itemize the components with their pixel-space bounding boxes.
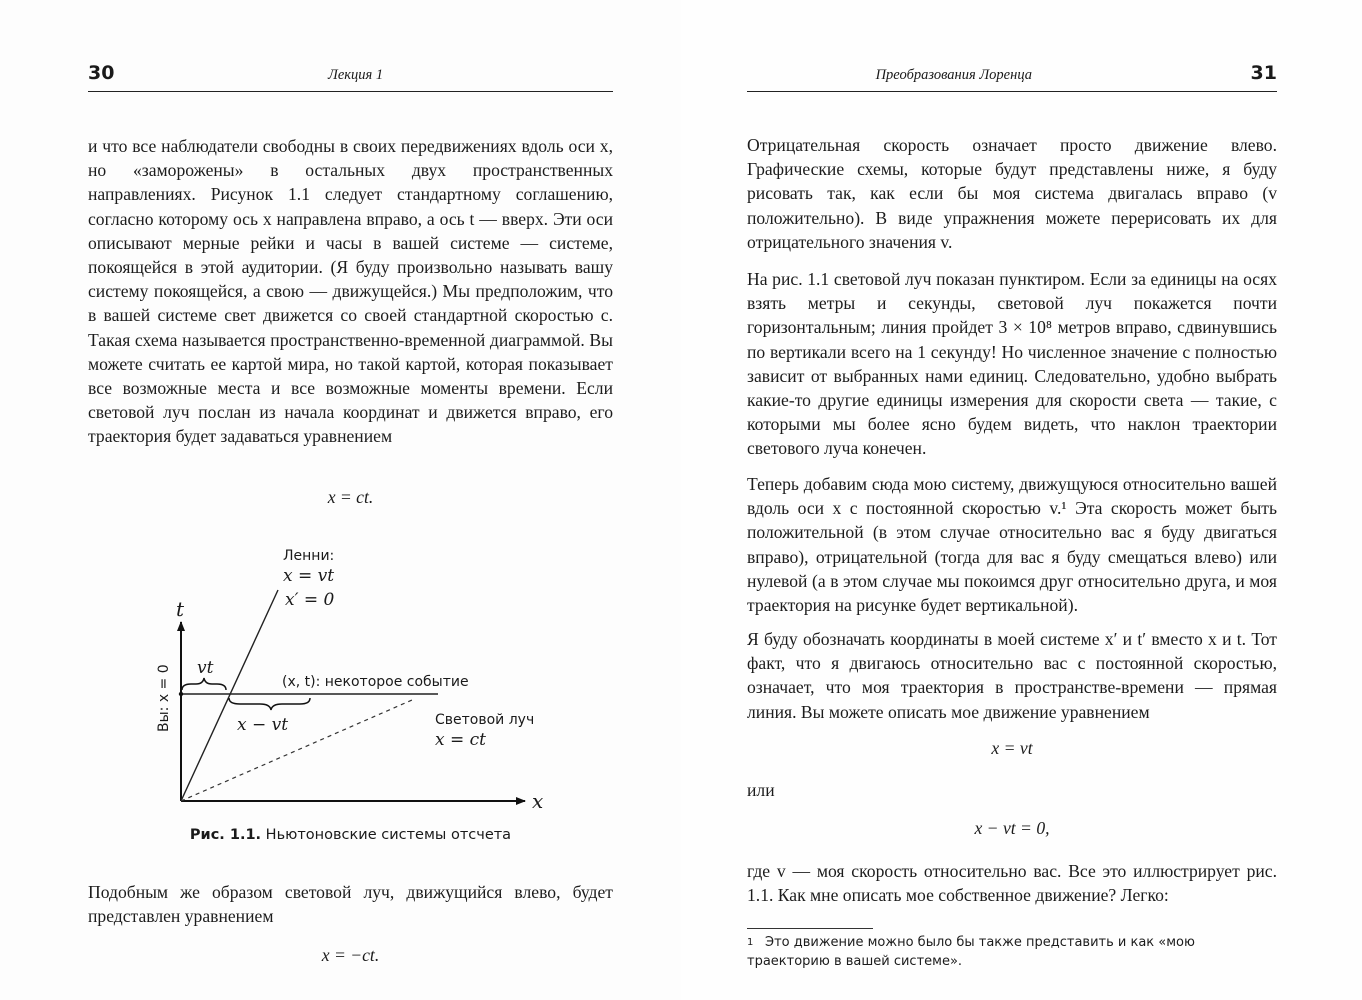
event-label: (x, t): некоторое событие	[282, 674, 469, 690]
equation: x = vt	[991, 738, 1033, 758]
caption-text: Ньютоновские системы отсчета	[261, 827, 512, 843]
equation: x = ct.	[327, 487, 374, 507]
observer-label: Вы: x = 0	[156, 664, 172, 732]
page-header	[88, 62, 613, 92]
footnote-mark: 1	[747, 937, 754, 948]
running-head: Преобразования Лоренца	[875, 67, 1032, 83]
vt-label: vt	[197, 658, 214, 678]
paragraph: На рис. 1.1 световой луч показан пунктиром. Если за единицы на осях взять метры и секунды, световой луч покажется почти горизонтальным; линия пройдет 3 × 10⁸ метров вправо, сдвинувшись по вертикали всего на 1 секунду! Но численное значение c полностью зависит от выбранных нами единиц. Следовательно, удобно выбрать какие-то другие единицы измерения для скорости света — такие, с которыми мы более ясно будем видеть, что наклон траектории светового луча конечен.	[747, 269, 1277, 459]
header-rule	[747, 91, 1277, 92]
paragraph: и что все наблюдатели свободны в своих передвижениях вдоль оси x, но «заморожены» в остальных двух пространственных направлениях. Рисунок 1.1 следует стандартному соглашению, согласно которому ось x направлена вправо, а ось t — вверх. Эти оси описывают мерные рейки и часы в вашей системе — системе, покоящейся в этой аудитории. (Я буду произвольно называть вашу систему покоящейся, а свою — движущейся.) Мы предположим, что в вашей системе свет движется со своей стандартной скоростью c. Такая схема называется пространственно-временной диаграммой. Вы можете считать ее картой мира, но такой картой, которая показывает все возможные места и все возможные моменты времени. Если световой луч послан из начала координат и движется вправо, его траектория будет задаваться уравнением	[88, 136, 613, 447]
paragraph: Я буду обозначать координаты в моей системе x′ и t′ вместо x и t. Тот факт, что я двигаюсь относительно вас с постоянной скоростью, означает, что моя траектория в пространстве-времени — прямая линия. Вы можете описать мое движение уравнением	[747, 629, 1277, 722]
light-ray-label: Световой луч	[435, 712, 535, 728]
lenny-equation-1: x = vt	[283, 566, 335, 586]
caption-number: Рис. 1.1.	[189, 827, 262, 843]
lenny-equation-2: x′ = 0	[285, 590, 335, 610]
header-rule	[88, 91, 613, 92]
light-ray-line	[181, 700, 412, 801]
t-axis-label: t	[176, 597, 185, 621]
paragraph: Подобным же образом световой луч, движущийся влево, будет представлен уравнением	[88, 882, 613, 927]
footnote	[747, 933, 1277, 971]
page-number: 30	[88, 62, 115, 84]
lenny-worldline	[181, 590, 278, 801]
right-page	[681, 0, 1362, 1000]
paragraph: или	[747, 780, 775, 800]
footnote-text: Это движение можно было бы также представить и как «мою траекторию в вашей системе».	[747, 935, 1195, 969]
page-header	[747, 62, 1277, 92]
paragraph: где v — моя скорость относительно вас. Все это иллюстрирует рис. 1.1. Как мне описать мое собственное движение? Легко:	[747, 861, 1277, 906]
figure-newtonian-frames	[140, 540, 560, 820]
page-number: 31	[1250, 62, 1277, 84]
paragraph: Теперь добавим сюда мою систему, движущуюся относительно вашей вдоль оси x с постоянной скоростью v.¹ Эта скорость может быть положительной (в этом случае относительно вас я буду двигаться вправо), отрицательной (тогда для вас я буду смещаться влево) или нулевой (а в этом случае мы покоимся друг относительно друга, и моя траектория на рисунке будет вертикальной).	[747, 474, 1277, 616]
figure-caption	[88, 827, 613, 843]
equation: x − vt = 0,	[974, 818, 1050, 838]
running-head: Лекция 1	[328, 67, 384, 83]
equation: x = −ct.	[321, 945, 380, 965]
light-ray-equation: x = ct	[435, 730, 486, 750]
brace-vt	[182, 678, 226, 690]
paragraph: Отрицательная скорость означает просто движение влево. Графические схемы, которые будут представлены ниже, я буду рисовать так, как если бы моя система двигалась вправо (v положительно). В виде упражнения можете перерисовать их для отрицательного значения v.	[747, 135, 1277, 252]
event-point	[179, 692, 183, 696]
lenny-label: Ленни:	[283, 548, 335, 564]
footnote-rule	[747, 928, 873, 929]
brace-x-minus-vt	[229, 698, 310, 710]
x-minus-vt-label: x − vt	[237, 715, 289, 735]
x-axis-label: x	[532, 789, 544, 813]
